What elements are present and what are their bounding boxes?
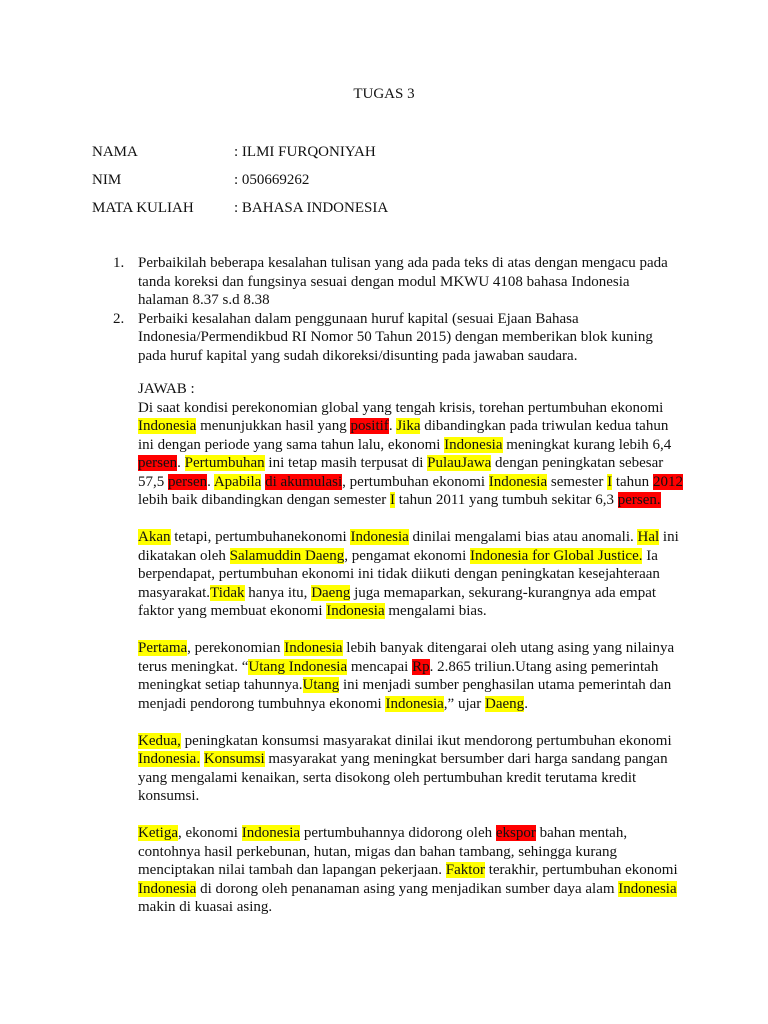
text-run: . bbox=[177, 455, 185, 471]
meta-value: : ILMI FURQONIYAH bbox=[234, 144, 376, 160]
highlight-yellow: Utang Indonesia bbox=[248, 658, 348, 675]
meta-label: MATA KULIAH bbox=[92, 200, 194, 216]
text-run: , pengamat ekonomi bbox=[344, 547, 471, 564]
text-run: . 2.865 triliun.Utang asing pemerintah meningkat setiap tahunnya. bbox=[138, 658, 659, 693]
text-run: , ekonomi bbox=[177, 825, 242, 841]
answer-paragraph bbox=[138, 528, 683, 621]
text-run: . bbox=[207, 473, 214, 490]
highlight-yellow: Indonesia bbox=[284, 640, 343, 656]
text-run: dengan peningkatan sebesar 57,5 bbox=[138, 455, 664, 490]
highlight-yellow: Pertama bbox=[138, 640, 188, 656]
highlight-red: Rp bbox=[412, 658, 430, 675]
highlight-red: persen. bbox=[617, 492, 661, 508]
question-number: 2. bbox=[113, 310, 125, 327]
highlight-yellow: Indonesia bbox=[618, 880, 677, 897]
answer-heading: JAWAB : bbox=[138, 381, 195, 397]
question-list bbox=[113, 254, 678, 365]
highlight-yellow: Indonesia bbox=[138, 880, 197, 897]
highlight-yellow: Indonesia bbox=[326, 603, 385, 619]
answer-paragraph bbox=[138, 824, 683, 917]
text-run: ini tetap masih terpusat di bbox=[264, 455, 428, 471]
highlight-yellow: Jika bbox=[396, 418, 421, 434]
text-run: ini dikatakan oleh bbox=[138, 529, 679, 564]
text-run: dinilai mengalami bias atau anomali. bbox=[408, 529, 638, 545]
text-run: , pertumbuhan ekonomi bbox=[342, 473, 489, 490]
highlight-yellow: Daeng bbox=[311, 584, 351, 601]
highlight-yellow: Indonesia bbox=[444, 436, 503, 453]
document-title: TUGAS 3 bbox=[353, 86, 415, 102]
text-run: ,” ujar bbox=[443, 695, 486, 712]
highlight-red: di akumulasi bbox=[265, 473, 343, 490]
text-run: tetapi, pertumbuhanekonomi bbox=[170, 529, 351, 545]
highlight-yellow: Indonesia for Global Justice. bbox=[470, 547, 643, 564]
text-run: tahun 2011 yang tumbuh sekitar 6,3 bbox=[395, 492, 618, 508]
text-run: ini menjadi sumber penghasilan utama pemerintah dan menjadi pendorong tumbuhnya ekonomi bbox=[138, 677, 672, 712]
text-run: Di saat kondisi perekonomian global yang tengah krisis, torehan pertumbuhan ekonomi bbox=[138, 399, 664, 416]
answer-paragraphs bbox=[138, 399, 683, 917]
text-run: lebih baik dibandingkan dengan semester bbox=[138, 492, 391, 508]
meta-row-nama bbox=[92, 144, 692, 164]
highlight-yellow: Tidak bbox=[210, 584, 245, 601]
highlight-yellow: Hal bbox=[637, 529, 660, 545]
meta-value: : 050669262 bbox=[234, 172, 310, 188]
highlight-red: persen bbox=[168, 473, 208, 490]
highlight-yellow: Indonesia bbox=[241, 825, 301, 841]
highlight-yellow: PulauJawa bbox=[427, 455, 492, 471]
text-run: lebih banyak ditengarai oleh utang asing yang nilainya terus meningkat. “ bbox=[138, 640, 675, 675]
text-run: bahan mentah, contohnya hasil perkebunan, hutan, migas dan bahan tambang, sehingga kurang menciptakan nilai tambah dan lapangan pekerjaan. bbox=[138, 825, 628, 878]
question-number: 1. bbox=[113, 255, 125, 271]
highlight-yellow: Indonesia bbox=[488, 473, 548, 490]
highlight-red: 2012 bbox=[652, 473, 683, 490]
highlight-red: positif bbox=[350, 418, 389, 434]
highlight-yellow: Faktor bbox=[445, 862, 485, 878]
question-item bbox=[113, 310, 678, 366]
highlight-yellow: Indonesia bbox=[138, 418, 197, 434]
highlight-yellow: Akan bbox=[138, 529, 171, 545]
text-run: pertumbuhannya didorong oleh bbox=[300, 825, 496, 841]
text-run: . bbox=[388, 418, 397, 434]
text-run: mencapai bbox=[347, 658, 413, 675]
highlight-yellow: I bbox=[607, 473, 613, 490]
text-run: Ia berpendapat, pertumbuhan ekonomi ini tidak diikuti dengan peningkatan kesejahteraan masyarakat. bbox=[138, 547, 660, 601]
question-text: Perbaikilah beberapa kesalahan tulisan yang ada pada teks di atas dengan mengacu pada tanda koreksi dan fungsinya sesuai dengan modul MKWU 4108 bahasa Indonesia halaman 8.37 s.d 8.38 bbox=[138, 255, 668, 308]
text-run: hanya itu, bbox=[244, 584, 312, 601]
text-run: makin di kuasai asing. bbox=[138, 899, 273, 915]
answer-paragraph bbox=[138, 639, 683, 713]
highlight-yellow: Indonesia bbox=[385, 695, 444, 712]
text-run: masyarakat yang meningkat bersumber dari harga sandang pangan yang mengalami kenaikan, serta disokong oleh pertumbuhan kredit terutama kredit konsumsi. bbox=[138, 751, 668, 804]
text-run: semester bbox=[547, 473, 608, 490]
highlight-yellow: Utang bbox=[302, 677, 340, 693]
highlight-yellow: Ketiga bbox=[138, 825, 178, 841]
meta-label: NIM bbox=[92, 172, 122, 188]
meta-row-mata-kuliah bbox=[92, 200, 692, 220]
answer-paragraph bbox=[138, 732, 683, 806]
text-run: menunjukkan hasil yang bbox=[196, 418, 351, 434]
highlight-yellow: Pertumbuhan bbox=[184, 455, 265, 471]
meta-row-nim bbox=[92, 172, 692, 192]
text-run: di dorong oleh penanaman asing yang menjadikan sumber daya alam bbox=[196, 880, 619, 897]
highlight-yellow: Indonesia bbox=[350, 529, 409, 545]
highlight-yellow: Salamuddin Daeng bbox=[229, 547, 345, 564]
text-run: , perekonomian bbox=[187, 640, 285, 656]
question-item bbox=[113, 254, 678, 310]
highlight-yellow: Konsumsi bbox=[203, 751, 265, 767]
text-run: mengalami bias. bbox=[384, 603, 487, 619]
question-text: Perbaiki kesalahan dalam penggunaan huruf kapital (sesuai Ejaan Bahasa Indonesia/Permendikbud RI Nomor 50 Tahun 2015) dengan memberikan blok kuning pada huruf kapital yang sudah dikoreksi/disunting pada jawaban saudara. bbox=[138, 310, 653, 364]
highlight-yellow: Apabila bbox=[213, 473, 262, 490]
highlight-yellow: Kedua, bbox=[138, 732, 181, 749]
highlight-yellow: Indonesia. bbox=[138, 751, 201, 767]
text-run: . bbox=[524, 695, 528, 712]
text-run: peningkatan konsumsi masyarakat dinilai ikut mendorong pertumbuhan ekonomi bbox=[180, 732, 672, 749]
answer-paragraph bbox=[138, 399, 683, 510]
meta-value: : BAHASA INDONESIA bbox=[234, 200, 389, 216]
text-run: tahun bbox=[612, 473, 653, 490]
highlight-red: persen bbox=[138, 455, 178, 471]
meta-label: NAMA bbox=[92, 144, 138, 160]
text-run: dibandingkan pada triwulan kedua tahun ini dengan periode yang sama tahun lalu, ekonomi bbox=[138, 418, 669, 453]
highlight-yellow: I bbox=[390, 492, 396, 508]
text-run: terakhir, pertumbuhan ekonomi bbox=[484, 862, 678, 878]
highlight-yellow: Daeng bbox=[485, 695, 525, 712]
answer-body bbox=[138, 380, 683, 935]
text-run: juga memaparkan, sekurang-kurangnya ada empat faktor yang membuat ekonomi bbox=[138, 584, 657, 619]
highlight-red: ekspor bbox=[495, 825, 536, 841]
text-run: meningkat kurang lebih 6,4 bbox=[502, 436, 672, 453]
